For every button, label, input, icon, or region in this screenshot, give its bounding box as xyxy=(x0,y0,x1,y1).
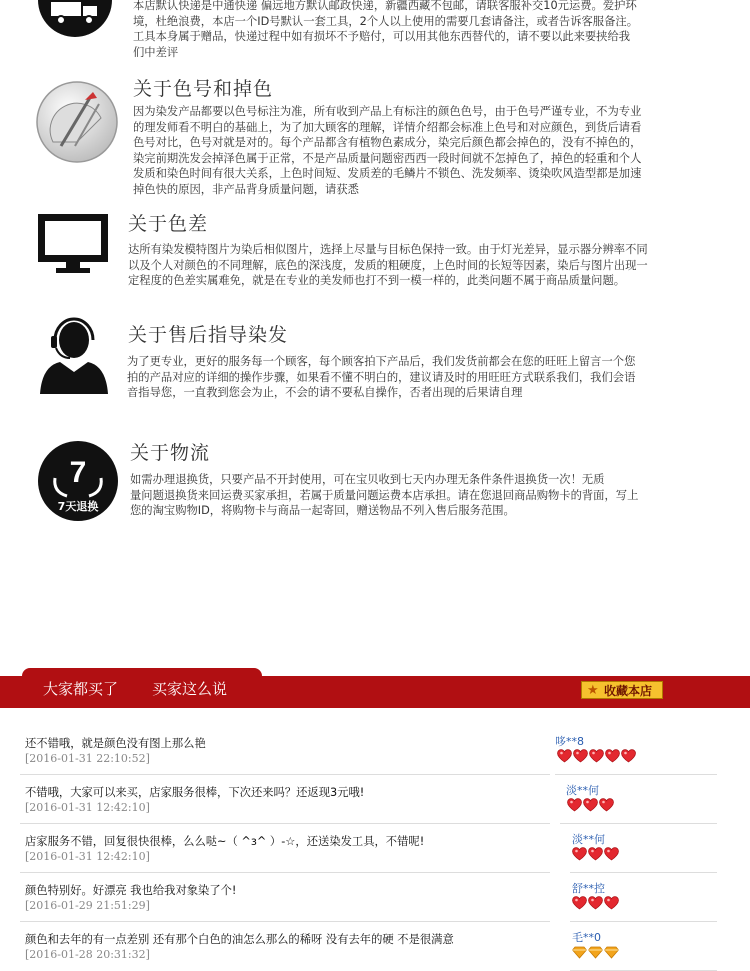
text-line: 如需办理退换货，只要产品不开封使用，可在宝贝收到七天内办理无条件条件退换货一次！无质 xyxy=(130,473,605,486)
heart-icon xyxy=(588,896,603,910)
text-line: 们中差评 xyxy=(133,45,179,59)
buyer-credit-badges xyxy=(557,749,636,763)
review-user[interactable]: 淡**何 xyxy=(566,784,599,797)
section-text xyxy=(133,0,733,60)
review-date: [2016-01-31 12:42:10] xyxy=(25,801,150,814)
text-line: 以及个人对颜色的不同理解，底色的深浅度，发质的粗硬度，上色时间的长短等因素，染后与图片出现一 xyxy=(128,258,648,272)
review-user[interactable]: 淡**何 xyxy=(572,833,605,846)
review-user[interactable]: 舒**控 xyxy=(572,882,605,895)
heart-icon xyxy=(605,749,620,763)
section-color-fade xyxy=(0,70,750,200)
text-line: 因为染发产品都要以色号标注为准，所有收到产品上有标注的颜色色号，由于色号严谨专业，不为专业 xyxy=(133,105,642,118)
text-line: 定程度的色差实属难免，就是在专业的美发师也打不到一模一样的，此类问题不属于商品质量问题。 xyxy=(128,274,626,287)
drafting-tools-icon xyxy=(35,80,119,168)
heart-icon xyxy=(573,749,588,763)
text-line: 境，杜绝浪费，本店一个ID号默认一套工具，2个人以上使用的需要几套请备注，或者告诉客服备注。 xyxy=(133,14,638,28)
section-aftersales xyxy=(0,314,750,414)
section-title: 关于色号和掉色 xyxy=(133,78,274,100)
buyer-credit-badges xyxy=(572,847,619,861)
review-user[interactable]: 毛**0 xyxy=(572,931,601,944)
truck-icon xyxy=(37,0,113,42)
text-line: 拍的产品对应的详细的操作步骤，如果看不懂不明白的，建议请及时的用旺旺方式联系我们，我们会语 xyxy=(127,370,636,384)
diamond-icon xyxy=(604,945,619,959)
star-icon: ★ xyxy=(587,683,599,698)
review-text: 不错哦，大家可以来买，店家服务很棒，下次还来吗？还返现3元哦! xyxy=(25,786,365,799)
text-line: 音指导您，一直教到您会为止，不会的请不要私自操作，否者出现的后果请自理 xyxy=(127,386,523,399)
user-divider xyxy=(570,872,717,873)
review-date: [2016-01-31 22:10:52] xyxy=(25,752,150,765)
text-line: 达所有染发模特图片为染后相似图片，选择上尽量与目标色保持一致。由于灯光差异，显示器分辨率不同 xyxy=(128,243,648,256)
row-divider xyxy=(20,823,550,824)
text-line: 量问题退换货来回运费买家承担，若属于质量问题运费本店承担。请在您退回商品购物卡的背面，写上 xyxy=(130,488,639,502)
review-text: 颜色特别好。好漂亮 我也给我对象染了个! xyxy=(25,884,237,897)
text-line: 为了更专业，更好的服务每一个顾客，每个顾客拍下产品后，我们发货前都会在您的旺旺上留言一个您 xyxy=(127,355,636,368)
heart-icon xyxy=(557,749,572,763)
row-divider xyxy=(20,774,550,775)
icon-label: 7天退换 xyxy=(57,500,99,513)
heart-icon xyxy=(572,896,587,910)
review-date: [2016-01-29 21:51:29] xyxy=(25,899,150,912)
review-text: 颜色和去年的有一点差别 还有那个白色的油怎么那么的稀呀 没有去年的硬 不是很满意 xyxy=(25,933,454,946)
buyer-credit-badges xyxy=(572,945,619,959)
text-line: 发质和染色时间有很大关系，上色时间短、发质差的毛鳞片不锁色、洗发频率、烫染吹风造型都是加速 xyxy=(133,167,642,180)
section-text xyxy=(133,104,733,197)
text-line: 色号对比，色号对就是对的。每个产品都含有植物色素成分，染完后颜色都会掉色的，没有不掉色的， xyxy=(133,136,642,149)
seven-day-return-icon xyxy=(37,440,119,526)
review-text: 店家服务不错，回复很快很棒，么么哒~（ ^з^ ）-☆，还送染发工具，不错呢! xyxy=(25,835,425,848)
text-line: 掉色快的原因，非产品背身质量问题，请获悉 xyxy=(133,182,359,196)
review-date: [2016-01-28 20:31:32] xyxy=(25,948,150,961)
heart-icon xyxy=(572,847,587,861)
heart-icon xyxy=(604,847,619,861)
headset-agent-icon xyxy=(36,316,112,400)
user-divider xyxy=(560,823,717,824)
section-title: 关于色差 xyxy=(128,213,209,235)
diamond-icon xyxy=(588,945,603,959)
heart-icon xyxy=(567,798,582,812)
heart-icon xyxy=(621,749,636,763)
text-line: 您的淘宝购物ID，将购物卡与商品一起寄回，赠送物品不列入售后服务范围。 xyxy=(130,504,515,517)
section-text xyxy=(128,242,738,289)
section-logistics xyxy=(0,432,750,532)
text-line: 的理发师看不明白的基础上，为了加大顾客的理解，详情介绍都会标准上色号和对应颜色，到货后请看 xyxy=(133,120,642,134)
monitor-icon xyxy=(36,212,110,280)
heart-icon xyxy=(589,749,604,763)
section-shipping xyxy=(0,0,750,62)
review-tabbar xyxy=(0,668,750,708)
section-title: 关于物流 xyxy=(130,442,211,464)
section-text xyxy=(127,354,737,401)
text-line: 染完前期洗发会掉泽色属于正常，不是产品质量问题密西西一段时间就不怎掉色了，掉色的轻重和个人 xyxy=(133,151,642,165)
text-line: 工具本身属于赠品，快递过程中如有损坏不予赔付，可以用其他东西替代的，请不要以此来要挟给我 xyxy=(133,30,631,43)
heart-icon xyxy=(599,798,614,812)
heart-icon xyxy=(604,896,619,910)
tab-buyers-say[interactable]: 买家这么说 xyxy=(152,680,228,698)
review-date: [2016-01-31 12:42:10] xyxy=(25,850,150,863)
review-user[interactable]: 哆**8 xyxy=(555,735,584,748)
svg-text:7: 7 xyxy=(69,456,87,489)
user-divider xyxy=(570,921,717,922)
row-divider xyxy=(20,921,550,922)
heart-icon xyxy=(583,798,598,812)
tab-everyone-bought[interactable]: 大家都买了 xyxy=(43,680,119,698)
user-divider xyxy=(555,774,717,775)
row-divider xyxy=(20,872,550,873)
diamond-icon xyxy=(572,945,587,959)
section-text xyxy=(130,472,730,519)
buyer-credit-badges xyxy=(567,798,614,812)
buyer-credit-badges xyxy=(572,896,619,910)
review-text: 还不错哦，就是颜色没有图上那么艳 xyxy=(25,737,206,750)
section-color-diff xyxy=(0,206,750,296)
section-title: 关于售后指导染发 xyxy=(128,324,289,346)
heart-icon xyxy=(588,847,603,861)
favorite-label: 收藏本店 xyxy=(604,684,653,698)
favorite-shop-button[interactable] xyxy=(581,681,663,699)
text-line: 本店默认快递是中通快递 偏远地方默认邮政快递，新疆西藏不包邮，请联客服补交10元运费。爱护环 xyxy=(133,0,637,12)
